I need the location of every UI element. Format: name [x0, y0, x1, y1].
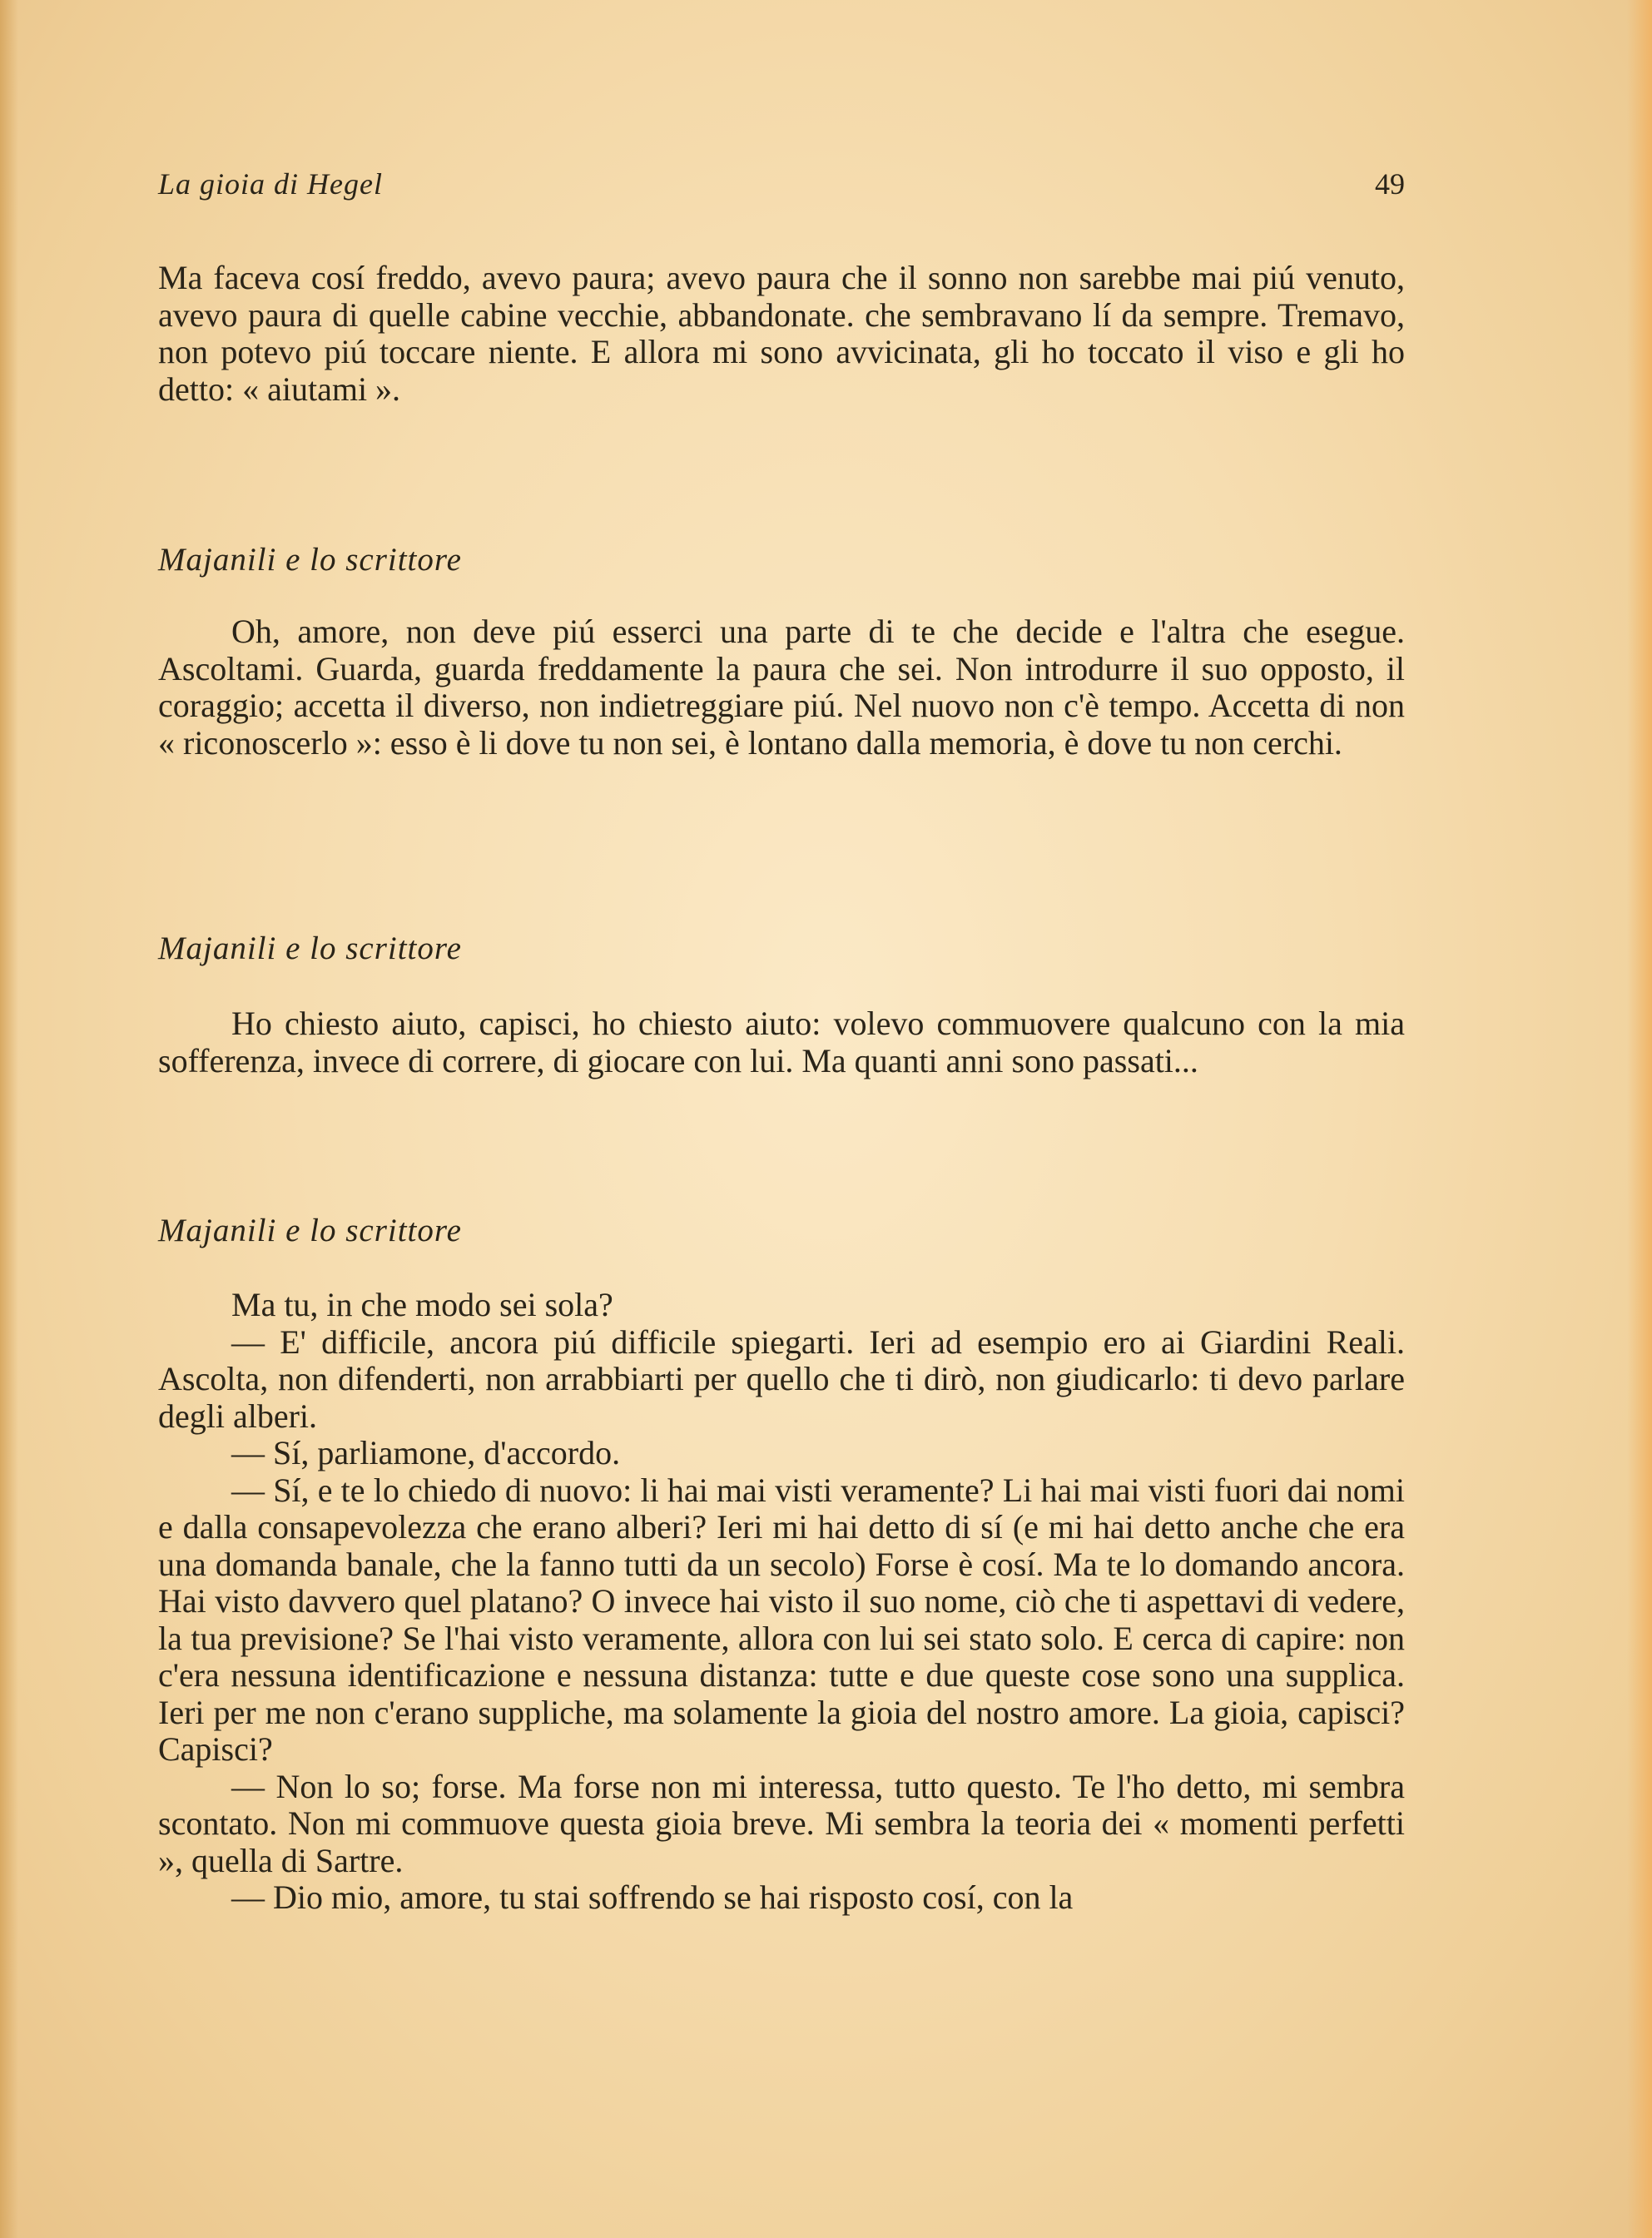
dialogue-line: — Sí, e te lo chiedo di nuovo: li hai mai visti veramente? Li hai mai visti fuori dai nomi e dalla consapevolezza che erano alberi? Ieri mi hai detto di sí (e mi hai detto anche che era una domanda banale, che la fanno tutti da un secolo) Forse è cosí. Ma te lo domando ancora. Hai visto davvero quel platano? O invece hai visto il suo nome, ciò che ti aspettavi di vedere, la tua previsione? Se l'hai visto veramente, allora con lui sei stato solo. E cerca di capire: non c'era nessuna identificazione e nessuna distanza: tutte e due queste cose sono una supplica. Ieri per me non c'erano suppliche, ma solamente la gioia del nostro amore. La gioia, capisci? Capisci?: [158, 1471, 1405, 1768]
dialogue-line: — Non lo so; forse. Ma forse non mi interessa, tutto questo. Te l'ho detto, mi sembra scontato. Non mi commuove questa gioia breve. Mi sembra la teoria dei « momenti perfetti », quella di Sartre.: [158, 1767, 1405, 1879]
dialogue-line: — Dio mio, amore, tu stai soffrendo se hai risposto cosí, con la: [231, 1878, 1074, 1916]
paragraph: Oh, amore, non deve piú esserci una parte di te che decide e l'altra che esegue. Ascoltami. Guarda, guarda freddamente la paura che sei. Non introdurre il suo opposto, il coraggio; accetta il diverso, non indietreggiare piú. Nel nuovo non c'è tempo. Accetta di non « riconoscerlo »: esso è li dove tu non sei, è lontano dalla memoria, è dove tu non cerchi.: [158, 613, 1405, 762]
running-head: [158, 166, 1405, 208]
paragraph-block-3: [158, 1005, 1405, 1079]
dialogue-line: — Sí, parliamone, d'accordo.: [231, 1434, 621, 1471]
paragraph: Ho chiesto aiuto, capisci, ho chiesto aiuto: volevo commuovere qualcuno con la mia sofferenza, invece di correre, di giocare con lui. Ma quanti anni sono passati...: [158, 1005, 1405, 1079]
paragraph-block-4: [158, 1287, 1405, 1917]
section-heading-1: Majanili e lo scrittore: [158, 542, 462, 578]
paragraph: Ma faceva cosí freddo, avevo paura; avevo paura che il sonno non sarebbe mai piú venuto, avevo paura di quelle cabine vecchie, abbandonate. che sembravano lí da sempre. Tremavo, non potevo piú toccare niente. E allora mi sono avvicinata, gli ho toccato il viso e gli ho detto: « aiutami ».: [158, 259, 1405, 408]
paragraph-block-1: [158, 260, 1405, 408]
page-edge-shadow: [1627, 0, 1652, 2238]
dialogue-line: — E' difficile, ancora piú difficile spiegarti. Ieri ad esempio ero ai Giardini Reali. Ascolta, non difenderti, non arrabbiarti per quello che ti dirò, non giudicarlo: ti devo parlare degli alberi.: [158, 1322, 1405, 1435]
page-number: 49: [1375, 167, 1405, 201]
section-heading-2: Majanili e lo scrittore: [158, 930, 462, 966]
running-head-title: La gioia di Hegel: [158, 167, 383, 201]
section-heading-3: Majanili e lo scrittore: [158, 1213, 462, 1248]
page-spine-shadow: [0, 0, 18, 2238]
paragraph: Ma tu, in che modo sei sola?: [231, 1286, 613, 1323]
paragraph-block-2: [158, 613, 1405, 762]
